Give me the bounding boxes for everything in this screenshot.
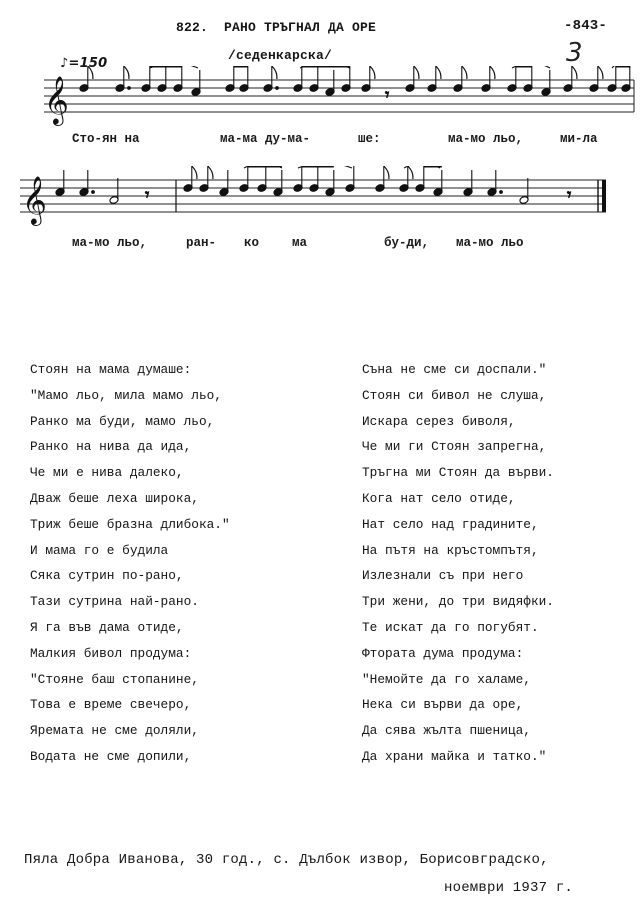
lyric-syllable: ми-ла — [560, 132, 598, 146]
song-genre-subtitle: /седенкарска/ — [228, 48, 333, 63]
lyric-syllable: ран- — [186, 236, 217, 250]
lyric-syllable: ма — [292, 236, 308, 250]
rest — [385, 85, 389, 104]
verse-line: Излезнали съ при него — [362, 568, 524, 584]
lyric-syllable: ше: — [358, 132, 381, 146]
verse-line: И мама го е будила — [30, 542, 169, 558]
verse-line: Дваж беше леха широка, — [30, 491, 199, 506]
verse-line: На пътя на кръстомпътя, — [362, 542, 539, 558]
verse-line: Нат село над градините, — [362, 516, 539, 532]
note — [415, 166, 425, 192]
verse-line: Триж беше бразна длибока." — [30, 516, 230, 532]
note — [325, 170, 335, 196]
note — [607, 66, 617, 92]
rest — [145, 185, 149, 204]
lyric-syllable: ма-ма ду-ма- — [220, 132, 311, 146]
music-staff-1 — [0, 66, 642, 136]
note — [157, 66, 167, 92]
verse-line: Водата не сме допили, — [30, 749, 192, 764]
verse-line: Тръгна ми Стоян да върви. — [362, 465, 554, 481]
verse-line: Яремата не сме доляли, — [30, 723, 199, 739]
note — [79, 170, 94, 196]
note — [621, 66, 631, 92]
verse-line: "Немойте да го халаме, — [362, 671, 531, 687]
note — [487, 170, 502, 196]
svg-text:𝄾: 𝄾 — [567, 185, 572, 204]
treble-clef-icon: 𝄞 — [44, 75, 69, 124]
verse-line: Нека си върви да оре, — [362, 697, 524, 713]
note — [507, 66, 517, 92]
note — [519, 178, 529, 204]
lyric-syllable: ма-мо льо, — [448, 132, 524, 146]
notes-group-2 — [55, 166, 571, 204]
svg-text:𝄾: 𝄾 — [385, 85, 390, 104]
note — [109, 178, 119, 204]
note — [433, 170, 443, 196]
note — [263, 66, 278, 92]
music-staff-2 — [0, 166, 642, 236]
note — [309, 66, 319, 92]
note — [345, 166, 355, 192]
rest — [567, 185, 571, 204]
note — [115, 66, 130, 92]
verse-line: Съна не сме си доспали." — [362, 362, 547, 377]
tempo-marking: ♪=150 — [60, 56, 108, 71]
verse-line: Стоян си бивол не слуша, — [362, 387, 547, 403]
note — [219, 170, 229, 196]
note — [257, 166, 267, 192]
note — [463, 170, 473, 196]
verse-line: "Мамо льо, мила мамо льо, — [30, 387, 222, 403]
verse-line: Това е време свечеро, — [30, 697, 192, 713]
svg-text:𝄾: 𝄾 — [145, 185, 150, 204]
note — [523, 66, 533, 92]
notes-group-1 — [79, 66, 631, 104]
lyric-syllable: Сто-ян на — [72, 132, 140, 146]
note — [293, 166, 303, 192]
verse-line: Че ми ги Стоян запрегна, — [362, 439, 547, 455]
verse-line: Те искат да го погубят. — [362, 620, 539, 635]
note — [309, 166, 319, 192]
verse-line: Че ми е нива далеко, — [30, 465, 184, 481]
note — [325, 70, 335, 96]
verse-line: "Стояне баш стопанине, — [30, 671, 199, 687]
note — [173, 66, 183, 92]
lyric-syllable: ма-мо льо, — [72, 236, 148, 250]
lyric-syllable: ма-мо льо — [456, 236, 524, 250]
verse-line: Стоян на мама думаше: — [30, 362, 192, 377]
verse-line: Ранко на нива да ида, — [30, 439, 192, 455]
verse-line: Искара серез биволя, — [362, 413, 516, 429]
verse-line: Три жени, до три видяфки. — [362, 594, 554, 610]
note — [341, 66, 351, 92]
recording-date: ноември 1937 г. — [444, 880, 574, 896]
note — [541, 70, 551, 96]
note — [239, 166, 249, 192]
note — [239, 66, 249, 92]
verse-line: Ранко ма буди, мамо льо, — [30, 413, 215, 429]
note — [191, 70, 201, 96]
note — [273, 170, 283, 196]
lyric-syllable: бу-ди, — [384, 236, 430, 250]
note — [293, 66, 303, 92]
song-number: 822. — [176, 20, 209, 35]
verse-line: Сяка сутрин по-рано, — [30, 568, 184, 584]
verse-line: Да сява жълта пшеница, — [362, 723, 531, 739]
note — [55, 170, 65, 196]
handwritten-mark: 3 — [566, 38, 583, 68]
verse-line: Тази сутрина най-рано. — [30, 594, 199, 610]
lyric-syllable: ко — [244, 236, 260, 250]
note — [225, 66, 235, 92]
note — [141, 66, 151, 92]
verse-line: Кога нат село отиде, — [362, 491, 516, 506]
verse-line: Я га във дама отиде, — [30, 620, 184, 635]
verse-line: Малкия бивол продума: — [30, 645, 192, 661]
song-title: РАНО ТРЪГНАЛ ДА ОРЕ — [224, 20, 377, 35]
verse-line: Фтората дума продума: — [362, 645, 524, 661]
treble-clef-icon: 𝄞 — [22, 175, 47, 224]
performer-credit: Пяла Добра Иванова, 30 год., с. Дълбок извор, Борисовградско, — [24, 852, 549, 868]
page-number: -843- — [564, 18, 608, 34]
verse-line: Да храни майка и татко." — [362, 749, 547, 764]
staff-lines — [44, 80, 634, 112]
